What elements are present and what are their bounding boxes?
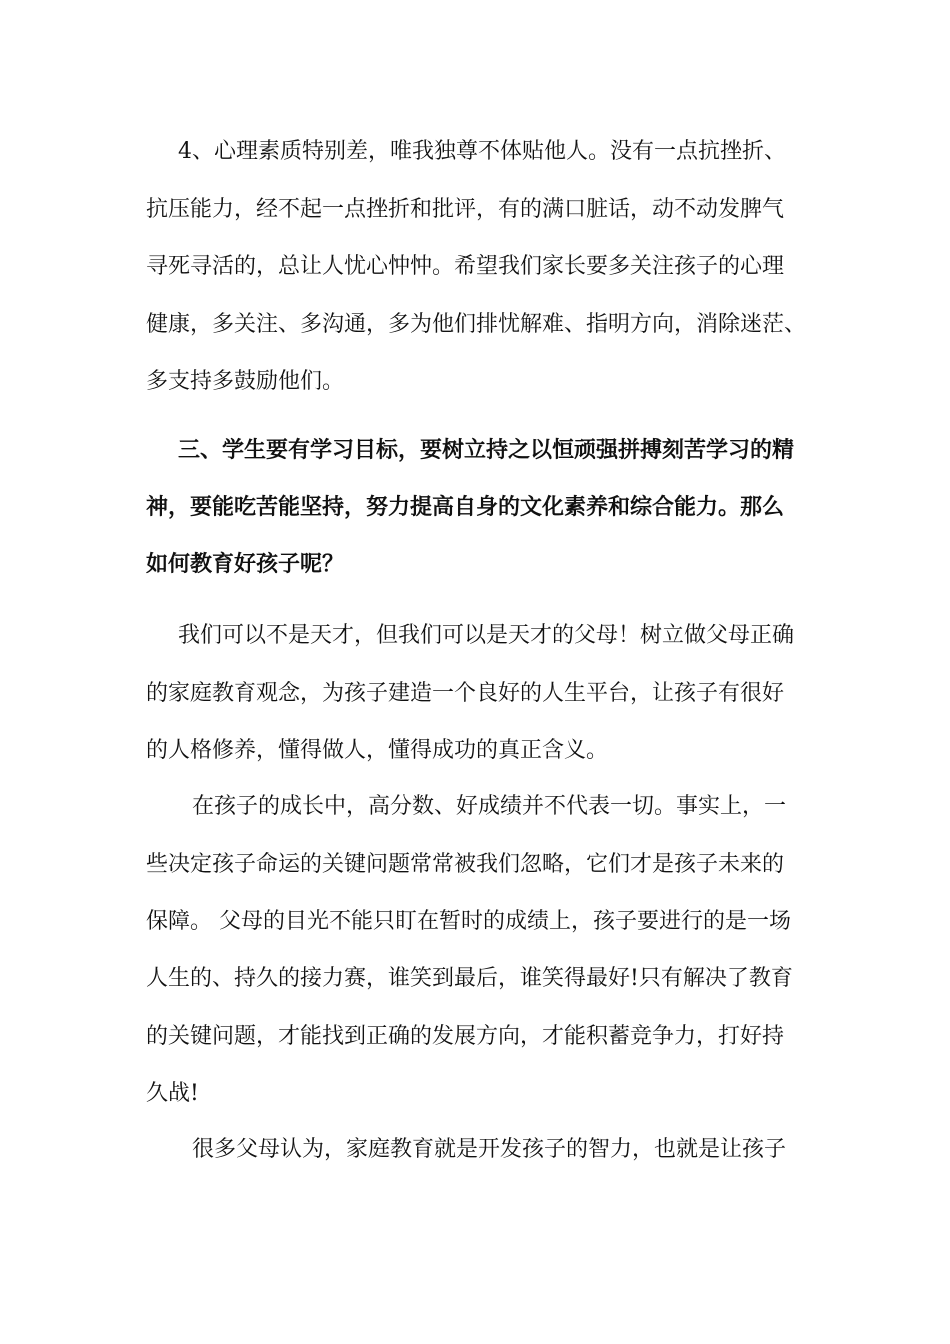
text-line: 久战!	[146, 1081, 199, 1106]
text-line: 很多父母认为，家庭教育就是开发孩子的智力，也就是让孩子	[192, 1137, 787, 1162]
heading-line: 如何教育好孩子呢？	[146, 552, 345, 577]
text-line: 4、心理素质特别差，唯我独尊不体贴他人。没有一点抗挫折、	[178, 139, 786, 164]
text-line: 人生的、持久的接力赛，谁笑到最后，谁笑得最好!只有解决了教育	[146, 966, 793, 991]
text-line: 多支持多鼓励他们。	[146, 369, 345, 394]
text-line: 些决定孩子命运的关键问题常常被我们忽略，它们才是孩子未来的	[146, 852, 785, 877]
text-line: 的家庭教育观念，为孩子建造一个良好的人生平台，让孩子有很好	[146, 681, 785, 706]
text-line: 健康，多关注、多沟通，多为他们排忧解难、指明方向，消除迷茫、	[146, 312, 807, 337]
text-line: 保障。 父母的目光不能只盯在暂时的成绩上，孩子要进行的是一场	[146, 909, 791, 934]
heading-line: 神，要能吃苦能坚持，努力提高自身的文化素养和综合能力。那么	[146, 495, 785, 520]
text-line: 的关键问题，才能找到正确的发展方向，才能积蓄竞争力，打好持	[146, 1024, 785, 1049]
text-line: 我们可以不是天才，但我们可以是天才的父母！树立做父母正确	[178, 623, 795, 648]
text-line: 寻死寻活的，总让人忧心忡忡。希望我们家长要多关注孩子的心理	[146, 254, 785, 279]
heading-line: 三、学生要有学习目标，要树立持之以恒顽强拼搏刻苦学习的精	[178, 438, 795, 463]
text-line: 的人格修养，懂得做人，懂得成功的真正含义。	[146, 738, 609, 763]
text-line: 抗压能力，经不起一点挫折和批评，有的满口脏话，动不动发脾气	[146, 197, 785, 222]
text-line: 在孩子的成长中，高分数、好成绩并不代表一切。事实上，一	[192, 794, 787, 819]
